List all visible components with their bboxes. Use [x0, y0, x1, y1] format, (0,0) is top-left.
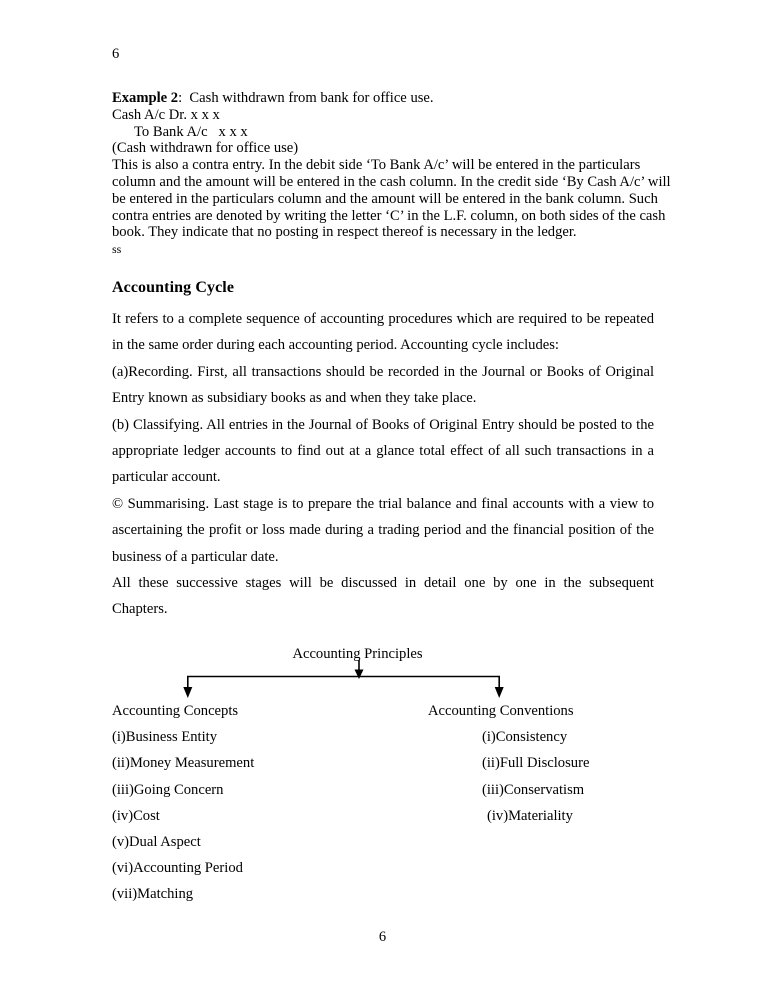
- diagram-left-arrowhead: [183, 687, 192, 698]
- list-item: (i)Business Entity: [112, 729, 217, 746]
- list-item: (i)Consistency: [482, 729, 568, 746]
- paragraph-classifying: (b) Classifying. All entries in the Journal of Books of Original Entry should be posted to the appropriate ledger accounts to find out at a glance total effect of all such transactions in a particular account.: [112, 416, 654, 486]
- diagram-title: Accounting Principles: [292, 646, 423, 662]
- example-debit-line: Cash A/c Dr. x x x: [112, 106, 220, 123]
- example-block: [112, 90, 672, 256]
- accounting-concepts-heading: Accounting Concepts: [112, 703, 239, 719]
- list-item: (iii)Conservatism: [482, 781, 585, 798]
- list-item: (v)Dual Aspect: [112, 834, 201, 851]
- example-label-rest: : Cash withdrawn from bank for office use.: [178, 90, 434, 106]
- accounting-concepts-column: [112, 698, 412, 908]
- stray-marker: ss: [112, 242, 122, 257]
- example-label: Example 2: [112, 90, 179, 106]
- example-narration: (Cash withdrawn for office use): [112, 140, 299, 157]
- diagram-right-arrowhead: [495, 687, 504, 698]
- example-paragraph: This is also a contra entry. In the debit side ‘To Bank A/c’ will be entered in the particulars column and the amount will be entered in the cash column. In the credit side ‘By Cash A/c’ will be entered in the particulars column and the amount will be entered in the bank column. Such contra entries are denoted by writing the letter ‘C’ in the L.F. column, on both sides of the cash book. They indicate that no posting in respect thereof is necessary in the ledger.: [112, 157, 671, 241]
- list-item: (vi)Accounting Period: [112, 860, 243, 877]
- paragraph-intro: It refers to a complete sequence of accounting procedures which are required to be repeated in the same order during each accounting period. Accounting cycle includes:: [112, 311, 654, 354]
- list-item: (ii)Money Measurement: [112, 755, 255, 772]
- list-item: (iv)Materiality: [487, 807, 573, 824]
- section-heading: Accounting Cycle: [112, 279, 235, 296]
- page-number-top: 6: [112, 46, 120, 62]
- list-item: (vii)Matching: [112, 886, 194, 903]
- accounting-conventions-list: [428, 724, 728, 829]
- section-body: [112, 306, 654, 623]
- list-item: (iv)Cost: [112, 807, 160, 824]
- accounting-concepts-list: [112, 724, 412, 907]
- diagram-center-arrowhead: [355, 670, 364, 680]
- example-credit-line: To Bank A/c x x x: [134, 123, 248, 140]
- page-number-bottom: 6: [378, 929, 387, 945]
- list-item: (ii)Full Disclosure: [482, 755, 590, 772]
- paragraph-summarising: © Summarising. Last stage is to prepare the trial balance and final accounts with a view to ascertaining the profit or loss made during a trading period and the financial position of the business of a particular date.: [112, 495, 654, 565]
- example-title-line: [112, 90, 672, 107]
- accounting-conventions-column: [428, 698, 728, 829]
- accounting-conventions-heading: Accounting Conventions: [428, 703, 574, 719]
- paragraph-conclusion: All these successive stages will be discussed in detail one by one in the subsequent Chapters.: [112, 575, 654, 618]
- list-item: (iii)Going Concern: [112, 781, 224, 798]
- paragraph-recording: (a)Recording. First, all transactions should be recorded in the Journal or Books of Original Entry known as subsidiary books as and when they take place.: [112, 363, 654, 407]
